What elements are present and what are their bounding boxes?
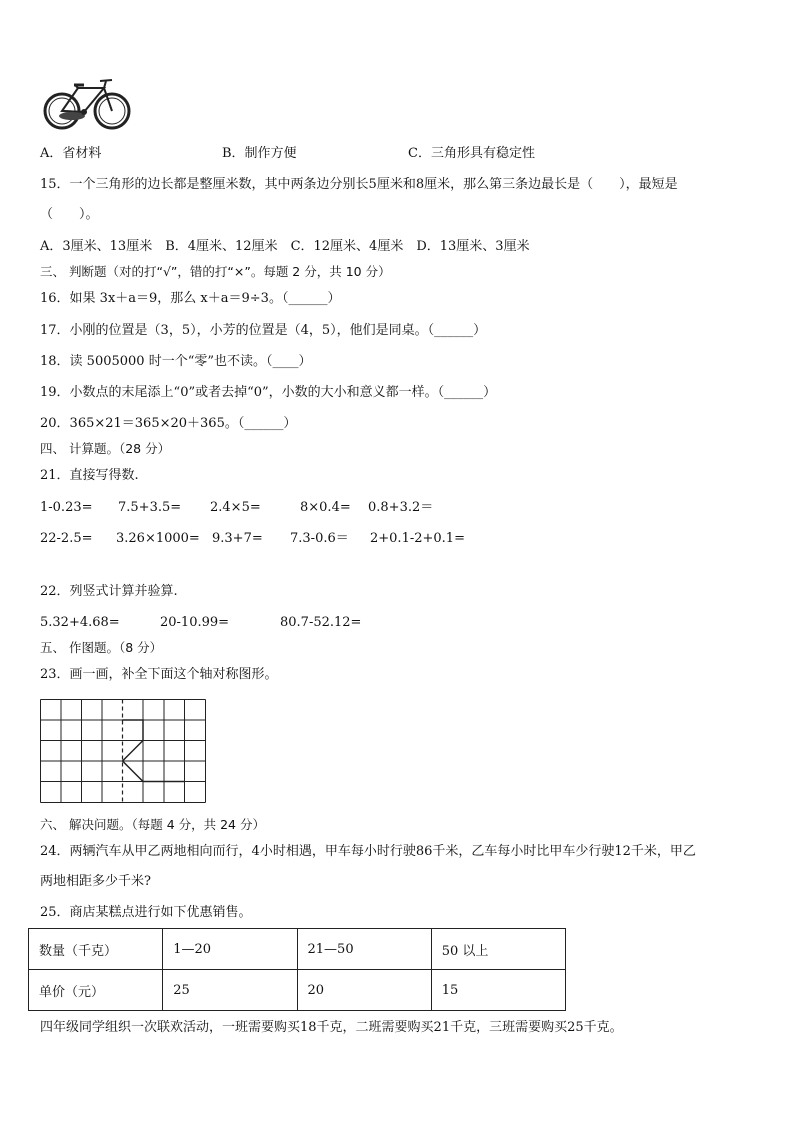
table-cell: 20 — [297, 970, 431, 1011]
vertical-calc-item: 20-10.99= — [160, 615, 230, 630]
q18-statement: 18．读 5005000 时一个“零”也不读。（____） — [40, 354, 312, 369]
calc-item: 1-0.23= — [40, 500, 93, 515]
symmetry-grid — [40, 699, 206, 803]
q14-option-a: A．省材料 — [40, 146, 102, 161]
vertical-calc-item: 5.32+4.68= — [40, 615, 120, 630]
q21-title: 21．直接写得数. — [40, 468, 139, 483]
vertical-calc-item: 80.7-52.12= — [280, 615, 362, 630]
table-cell: 单价（元） — [29, 970, 163, 1011]
calc-item: 0.8+3.2＝ — [368, 500, 434, 515]
table-cell: 数量（千克） — [29, 929, 163, 970]
table-cell: 25 — [163, 970, 297, 1011]
section4-heading: 四、 计算题。（28 分） — [40, 441, 171, 456]
q20-statement: 20．365×21＝365×20＋365。（______） — [40, 416, 297, 431]
calc-item: 22-2.5= — [40, 531, 93, 546]
calc-item: 2+0.1-2+0.1= — [370, 531, 465, 546]
q25-followup: 四年级同学组织一次联欢活动，一班需要购买18千克，二班需要购买21千克，三班需要购买25千克。 — [40, 1020, 623, 1035]
q14-option-b: B．制作方便 — [222, 146, 297, 161]
calc-item: 7.3-0.6＝ — [290, 531, 349, 546]
q22-title: 22．列竖式计算并验算. — [40, 584, 178, 599]
q16-statement: 16．如果 3x＋a＝9，那么 x＋a＝9÷3。（______） — [40, 291, 341, 306]
q25-title: 25．商店某糕点进行如下优惠销售。 — [40, 905, 252, 920]
q15-question-line1: 15．一个三角形的边长都是整厘米数，其中两条边分别长5厘米和8厘米，那么第三条边最长是（ ），最短是 — [40, 177, 678, 192]
q15-options: A．3厘米、13厘米 B．4厘米、12厘米 C．12厘米、4厘米 D．13厘米、3厘米 — [40, 239, 530, 254]
calc-item: 3.26×1000= — [116, 531, 200, 546]
q24-question-line2: 两地相距多少千米? — [40, 874, 151, 889]
q24-question-line1: 24．两辆汽车从甲乙两地相向而行，4小时相遇，甲车每小时行驶86千米，乙车每小时比甲车少行驶12千米，甲乙 — [40, 844, 696, 859]
table-row — [29, 929, 566, 970]
table-cell: 50 以上 — [431, 929, 565, 970]
table-cell: 15 — [431, 970, 565, 1011]
table-cell: 1—20 — [163, 929, 297, 970]
q14-option-c: C．三角形具有稳定性 — [408, 146, 535, 161]
calc-item: 2.4×5= — [210, 500, 261, 515]
calc-item: 7.5+3.5= — [118, 500, 182, 515]
calc-item: 9.3+7= — [212, 531, 263, 546]
section3-heading: 三、 判断题（对的打“√”，错的打“×”。每题 2 分，共 10 分） — [40, 264, 391, 279]
table-row — [29, 970, 566, 1011]
calc-item: 8×0.4= — [300, 500, 351, 515]
q23-title: 23．画一画，补全下面这个轴对称图形。 — [40, 667, 278, 682]
q17-statement: 17．小刚的位置是（3，5），小芳的位置是（4，5），他们是同桌。（______） — [40, 323, 487, 338]
bicycle-image — [42, 76, 132, 132]
price-table — [28, 928, 566, 1011]
half-figure — [123, 720, 185, 782]
q15-question-line2: （ ）。 — [40, 207, 99, 222]
table-cell: 21—50 — [297, 929, 431, 970]
section5-heading: 五、 作图题。（8 分） — [40, 640, 163, 655]
section6-heading: 六、 解决问题。（每题 4 分，共 24 分） — [40, 817, 265, 832]
q19-statement: 19．小数点的末尾添上“0”或者去掉“0”，小数的大小和意义都一样。（______） — [40, 385, 497, 400]
